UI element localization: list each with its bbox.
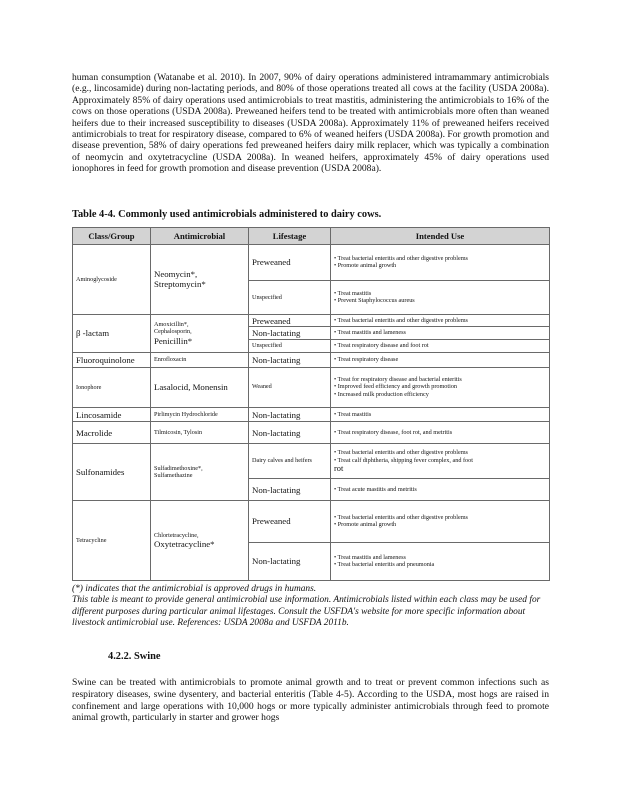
class-cell: Sulfonamides — [73, 443, 151, 500]
use-line: • Treat mastitis — [334, 410, 372, 418]
use-line: • Prevent Staphylococcus aureus — [334, 297, 415, 305]
class-cell: Lincosamide — [73, 407, 151, 422]
use-line: • Treat respiratory disease, foot rot, and metritis — [334, 428, 453, 436]
antimicrobial-line: Cephalosporin, — [154, 328, 192, 336]
use-line: • Improved feed efficiency and growth promotion — [334, 383, 458, 391]
use-line: • Treat respiratory disease — [334, 355, 399, 363]
table-row — [73, 314, 550, 327]
use-cell — [331, 280, 550, 314]
antimicrobial-cell: Lasalocid, Monensin — [151, 367, 249, 407]
lifestage-cell: Non-lactating — [249, 542, 331, 580]
table-row — [73, 500, 550, 542]
use-line: • Promote animal growth — [334, 262, 397, 270]
class-cell: Tetracycline — [73, 500, 151, 580]
use-line: • Promote animal growth — [334, 521, 397, 529]
use-cell — [331, 245, 550, 281]
lifestage-cell: Preweaned — [249, 314, 331, 327]
lifestage-cell: Unspecified — [249, 340, 331, 353]
table-header-row — [73, 228, 550, 245]
antimicrobial-line: Chlortetracycline, — [154, 531, 199, 539]
section-heading: 4.2.2. Swine — [108, 651, 161, 662]
lifestage-cell: Unspecified — [249, 280, 331, 314]
header-lifestage: Lifestage — [249, 228, 331, 245]
class-cell: Aminoglycoside — [73, 245, 151, 315]
antimicrobial-cell: Enrofloxacin — [151, 352, 249, 367]
use-cell — [331, 422, 550, 443]
antimicrobial-line: Sulfadimethoxine*, — [154, 464, 203, 472]
header-use: Intended Use — [331, 228, 550, 245]
use-cell — [331, 500, 550, 542]
class-cell: Ionophore — [73, 367, 151, 407]
use-line: • Treat calf diphtheria, shipping fever complex, and foot — [334, 456, 473, 464]
use-line: • Increased milk production efficiency — [334, 390, 429, 398]
footnote: (*) indicates that the antimicrobial is approved drugs in humans. — [72, 584, 317, 594]
class-cell: Fluoroquinolone — [73, 352, 151, 367]
use-line: • Treat mastitis and lameness — [334, 329, 406, 337]
table-row — [73, 367, 550, 407]
antimicrobial-line: Streptomycin* — [154, 279, 206, 290]
lifestage-cell: Preweaned — [249, 245, 331, 281]
table-row — [73, 407, 550, 422]
antimicrobial-cell: Tilmicosin, Tylosin — [151, 422, 249, 443]
lifestage-cell: Preweaned — [249, 500, 331, 542]
antimicrobial-cell — [151, 500, 249, 580]
lifestage-cell: Non-lactating — [249, 352, 331, 367]
use-cell — [331, 340, 550, 353]
table-row — [73, 422, 550, 443]
header-antimicrobial: Antimicrobial — [151, 228, 249, 245]
class-cell: Macrolide — [73, 422, 151, 443]
use-line: • Treat bacterial enteritis and other digestive problems — [334, 254, 468, 262]
antimicrobial-line: Penicillin* — [154, 335, 193, 346]
lifestage-cell: Non-lactating — [249, 479, 331, 500]
use-cell — [331, 542, 550, 580]
antimicrobial-line: Oxytetracycline* — [154, 539, 215, 550]
antimicrobial-line: Neomycin*, — [154, 269, 198, 280]
antimicrobial-table — [72, 227, 550, 581]
antimicrobial-cell — [151, 443, 249, 500]
use-line: • Treat for respiratory disease and bacterial enteritis — [334, 375, 462, 383]
table-notes — [72, 584, 549, 630]
lifestage-cell: Dairy calves and heifers — [249, 443, 331, 479]
antimicrobial-cell: Pirlimycin Hydrochloride — [151, 407, 249, 422]
lifestage-cell: Non-lactating — [249, 327, 331, 340]
use-line: • Treat bacterial enteritis and other digestive problems — [334, 316, 468, 324]
use-cell — [331, 327, 550, 340]
table-row — [73, 443, 550, 479]
table-row — [73, 245, 550, 281]
lifestage-cell: Weaned — [249, 367, 331, 407]
use-cell — [331, 314, 550, 327]
intro-paragraph: human consumption (Watanabe et al. 2010). In 2007, 90% of dairy operations administered intramammary antimicrobials (e.g., lincosamide) during non-lactating periods, and 80% of those operations treated all cows at the facility (USDA 2008a). Approximately 85% of dairy operations used antimicrobials to treat mastitis, administering the antimicrobials to 16% of the cows on those operations (USDA 2008a). Preweaned heifers tend to be treated with antimicrobials more often than weaned heifers due to their increased susceptibility to diseases (USDA 2008a). Approximately 11% of preweaned heifers received antimicrobials to treat for respiratory disease, compared to 6% of weaned heifers (USDA 2008a). For growth promotion and disease prevention, 58% of dairy operations fed preweaned heifers dairy milk replacer, which was typically a combination of neomycin and oxytetracycline (USDA 2008a). In weaned heifers, approximately 45% of dairy operations used ionophores in feed for growth promotion and disease prevention (USDA 2008a). — [72, 72, 549, 175]
use-cell — [331, 407, 550, 422]
use-line: • Treat respiratory disease and foot rot — [334, 342, 429, 350]
antimicrobial-line: Sulfamethazine — [154, 471, 193, 479]
use-cell — [331, 443, 550, 479]
header-class: Class/Group — [73, 228, 151, 245]
use-cell — [331, 479, 550, 500]
table-note: This table is meant to provide general antimicrobial use information. Antimicrobials listed within each class may be used for different purposes during particular animal lifestages. Consult the USFDA's website for more specific information about livestock antimicrobial use. References: USDA 2008a and USFDA 2011b. — [72, 595, 541, 629]
antimicrobial-line: Amoxicillin*, — [154, 320, 189, 328]
antimicrobial-cell — [151, 314, 249, 352]
swine-paragraph: Swine can be treated with antimicrobials to promote animal growth and to treat or prevent common infections such as respiratory diseases, swine dysentery, and bacterial enteritis (Table 4-5). According to the USDA, most hogs are raised in confinement and large operations with 10,000 hogs or more typically administer antimicrobials through feed to promote animal growth, particularly in starter and grower hogs — [72, 677, 549, 724]
use-line: rot — [334, 464, 344, 474]
use-line: • Treat mastitis — [334, 289, 372, 297]
lifestage-cell: Non-lactating — [249, 422, 331, 443]
use-line: • Treat mastitis and lameness — [334, 553, 406, 561]
table-row — [73, 352, 550, 367]
use-cell — [331, 352, 550, 367]
use-line: • Treat bacterial enteritis and other digestive problems — [334, 448, 468, 456]
use-line: • Treat bacterial enteritis and pneumonia — [334, 561, 435, 569]
use-line: • Treat acute mastitis and metritis — [334, 485, 417, 493]
class-cell: β -lactam — [73, 314, 151, 352]
use-line: • Treat bacterial enteritis and other digestive problems — [334, 513, 468, 521]
use-cell — [331, 367, 550, 407]
lifestage-cell: Non-lactating — [249, 407, 331, 422]
antimicrobial-cell — [151, 245, 249, 315]
table-caption: Table 4-4. Commonly used antimicrobials administered to dairy cows. — [72, 209, 382, 220]
